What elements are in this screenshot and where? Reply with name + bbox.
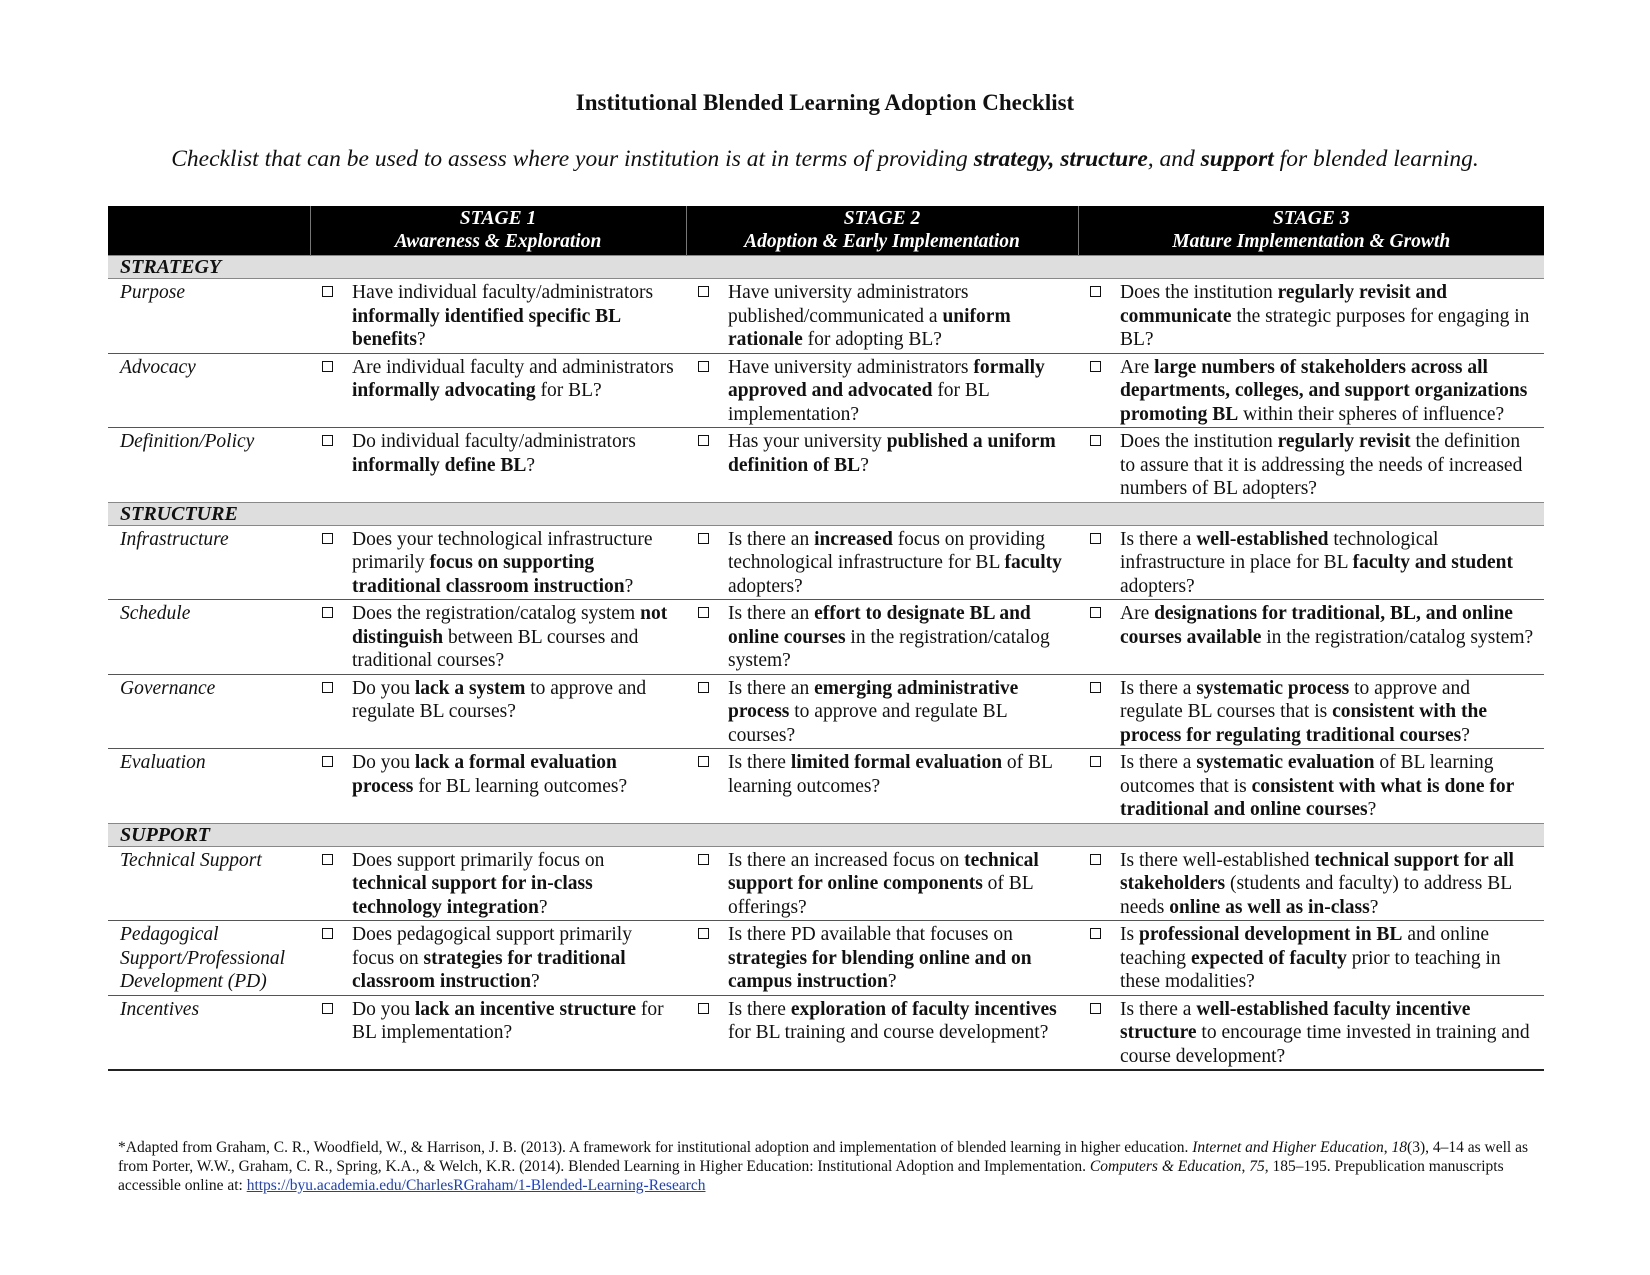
question-text: ? <box>538 896 548 918</box>
table-row <box>108 428 1544 503</box>
question-emphasis: strategies for blending online and on campus instruction <box>728 947 1032 992</box>
footnote-text: , <box>1241 1158 1250 1175</box>
subtitle-text: , and <box>1147 146 1201 172</box>
question-text: to approve and regulate BL courses? <box>352 677 647 722</box>
question-text: for BL training and course development? <box>728 1022 1049 1043</box>
stage-3-question <box>1078 279 1544 354</box>
footnote-italic: 18 <box>1391 1139 1408 1156</box>
stage-1-question <box>310 600 686 675</box>
table-row <box>108 749 1544 824</box>
table-row <box>108 600 1544 675</box>
question-emphasis: effort to designate BL and online courses <box>728 603 1031 648</box>
checkbox[interactable] <box>322 854 333 865</box>
stage-2-question <box>686 749 1078 824</box>
checkbox[interactable] <box>1090 1003 1101 1014</box>
question-text: Is there an <box>728 528 815 550</box>
stage-3-question <box>1078 525 1544 600</box>
table-row <box>108 279 1544 354</box>
stage-description: Awareness & Exploration <box>394 231 602 252</box>
stage-name: STAGE 2 <box>843 208 921 229</box>
checkbox[interactable] <box>698 682 709 693</box>
question-emphasis: consistent with the process for regulating traditional courses <box>1120 701 1488 746</box>
checkbox[interactable] <box>1090 533 1101 544</box>
question-emphasis: exploration of faculty incentives <box>790 998 1057 1020</box>
question-text: Are individual faculty and administrators <box>352 356 674 378</box>
footnote-text: , <box>1383 1139 1392 1156</box>
checkbox[interactable] <box>1090 682 1101 693</box>
question-emphasis: designations for traditional, BL, and online courses available <box>1120 603 1513 648</box>
stage-2-header <box>686 206 1078 256</box>
question-text: Is there a <box>1120 528 1197 550</box>
checkbox[interactable] <box>698 854 709 865</box>
question-emphasis: published a uniform definition of BL <box>728 431 1056 476</box>
footnote <box>118 1138 1538 1195</box>
checkbox[interactable] <box>1090 607 1101 618</box>
question-text: Have individual faculty/administrators <box>352 282 654 303</box>
stage-1-question <box>310 353 686 428</box>
question-text: focus on providing technological infrastructure for BL <box>728 528 1046 573</box>
table-row <box>108 995 1544 1070</box>
row-label: Incentives <box>108 995 310 1070</box>
stage-3-question <box>1078 674 1544 749</box>
question-text: ? <box>1367 799 1377 820</box>
stage-3-question <box>1078 353 1544 428</box>
question-text: for adopting BL? <box>802 329 942 350</box>
question-emphasis: professional development in BL <box>1138 924 1403 945</box>
checkbox[interactable] <box>1090 286 1101 297</box>
checkbox[interactable] <box>1090 361 1101 372</box>
question-emphasis: uniform rationale <box>728 305 1011 350</box>
table-row <box>108 353 1544 428</box>
question-text: (students and faculty) to address BL needs <box>1120 873 1512 918</box>
row-label: Infrastructure <box>108 525 310 600</box>
checkbox[interactable] <box>1090 928 1101 939</box>
question-text: between BL courses and traditional courses? <box>352 626 639 671</box>
question-emphasis: not distinguish <box>352 603 668 648</box>
row-label: Definition/Policy <box>120 431 255 452</box>
stage-3-question <box>1078 600 1544 675</box>
question-emphasis: well-established faculty incentive structure <box>1120 998 1471 1043</box>
checkbox[interactable] <box>698 756 709 767</box>
question-emphasis: formally approved and advocated <box>728 356 1045 401</box>
question-text: Do you <box>352 752 415 773</box>
question-text: to approve and regulate BL courses that is <box>1120 677 1471 722</box>
question-emphasis: regularly revisit and communicate <box>1120 282 1447 327</box>
question-emphasis: limited formal evaluation <box>790 752 1003 773</box>
stage-3-question <box>1078 921 1544 996</box>
question-text: Is there well-established <box>1120 849 1315 871</box>
question-text: Has your university <box>728 431 887 452</box>
question-text: the definition to assure that it is addressing the needs of increased numbers of BL adopters? <box>1120 431 1523 499</box>
question-text: Does your technological infrastructure primarily <box>352 528 653 573</box>
checklist-table <box>108 206 1544 1071</box>
page-subtitle <box>0 146 1650 173</box>
question-emphasis: increased <box>814 528 893 550</box>
section-heading: STRATEGY <box>108 256 1544 279</box>
question-text: in the registration/catalog system? <box>728 626 1050 671</box>
checkbox[interactable] <box>322 533 333 544</box>
question-text: Do individual faculty/administrators <box>352 431 636 452</box>
row-label: Pedagogical Support/Professional Development (PD) <box>108 921 310 996</box>
row-label: Governance <box>108 674 310 749</box>
question-text: ? <box>887 971 897 992</box>
row-label: Schedule <box>108 600 310 675</box>
question-text: Is there an <box>728 677 815 699</box>
question-text: Do you <box>352 998 415 1020</box>
question-emphasis: systematic process <box>1196 677 1350 699</box>
question-text: Does pedagogical support primarily focus on <box>352 924 632 969</box>
checkbox[interactable] <box>1090 854 1101 865</box>
subtitle-text: Checklist that can be used to assess where your institution is at in terms of providing <box>171 146 974 172</box>
question-text: Are <box>1120 603 1155 624</box>
row-label: Advocacy <box>108 353 310 428</box>
stage-description: Mature Implementation & Growth <box>1172 231 1451 252</box>
question-text: Does the registration/catalog system <box>352 603 641 624</box>
stage-2-question <box>686 995 1078 1070</box>
stage-2-question <box>686 846 1078 921</box>
question-emphasis: regularly revisit <box>1277 431 1411 452</box>
question-text: to approve and regulate BL courses? <box>728 701 1007 746</box>
stage-1-question <box>310 995 686 1070</box>
question-text: to encourage time invested in training and course development? <box>1120 1022 1530 1067</box>
stage-name: STAGE 3 <box>1273 208 1350 229</box>
checkbox[interactable] <box>322 286 333 297</box>
question-emphasis: online as well as in-class <box>1169 896 1370 918</box>
section-heading: SUPPORT <box>108 823 1544 846</box>
question-text: adopters? <box>728 575 803 597</box>
question-text: ? <box>417 329 426 350</box>
question-emphasis: informally advocating <box>352 380 536 401</box>
question-text: of BL learning outcomes that is <box>1120 752 1494 797</box>
question-text: ? <box>1461 724 1470 746</box>
stage-2-question <box>686 353 1078 428</box>
stage-1-question <box>310 749 686 824</box>
question-text: in the registration/catalog system? <box>1261 626 1534 648</box>
subtitle-emphasis: support <box>1200 146 1274 172</box>
checkbox[interactable] <box>698 435 709 446</box>
checkbox[interactable] <box>1090 756 1101 767</box>
question-emphasis: consistent with what is done for traditional and online courses <box>1120 775 1514 820</box>
question-emphasis: faculty and student <box>1352 552 1514 573</box>
row-label: Technical Support <box>108 846 310 921</box>
stage-3-question <box>1078 428 1544 503</box>
question-emphasis: technical support for all stakeholders <box>1120 849 1514 894</box>
reference-link[interactable]: https://byu.academia.edu/CharlesRGraham/1-Blended-Learning-Research <box>246 1177 706 1194</box>
footnote-text: (3), 4–14 as well as from Porter, W.W., Graham, C. R., Spring, K.A., & Welch, K.R. (2014). Blended Learning in Higher Education: Institutional Adoption and Implementation. <box>118 1139 1529 1175</box>
checkbox[interactable] <box>1090 435 1101 446</box>
question-emphasis: technical support for online components <box>728 849 1039 894</box>
question-text: for BL? <box>535 380 602 401</box>
question-text: ? <box>624 575 634 597</box>
section-row <box>108 502 1544 525</box>
stage-3-question <box>1078 846 1544 921</box>
checkbox[interactable] <box>698 607 709 618</box>
subtitle-emphasis: strategy, structure <box>973 146 1148 172</box>
stage-2-question <box>686 428 1078 503</box>
question-text: within their spheres of influence? <box>1238 403 1505 425</box>
row-label: Evaluation <box>120 752 206 773</box>
question-text: for BL implementation? <box>352 998 664 1043</box>
question-text: prior to teaching in these modalities? <box>1120 947 1501 992</box>
question-text: Does support primarily focus on <box>352 849 605 871</box>
checkbox[interactable] <box>698 286 709 297</box>
checkbox[interactable] <box>698 928 709 939</box>
question-emphasis: expected of faculty <box>1190 947 1347 969</box>
checkbox[interactable] <box>322 1003 333 1014</box>
stage-3-header <box>1078 206 1544 256</box>
table-header <box>108 206 1544 256</box>
footnote-italic: Internet and Higher Education <box>1192 1139 1384 1156</box>
question-text: Is there <box>728 752 791 773</box>
question-text: Have university administrators <box>728 356 974 378</box>
stage-1-question <box>310 846 686 921</box>
stage-2-question <box>686 600 1078 675</box>
row-label: Purpose <box>108 279 310 354</box>
subtitle-text: for blended learning. <box>1273 146 1479 172</box>
question-emphasis: faculty <box>1004 552 1062 573</box>
checkbox[interactable] <box>322 361 333 372</box>
checkbox[interactable] <box>698 533 709 544</box>
question-text: of BL learning outcomes? <box>728 752 1053 797</box>
question-emphasis: emerging administrative process <box>728 677 1019 722</box>
table-row <box>108 846 1544 921</box>
question-emphasis: lack a formal evaluation process <box>352 752 617 797</box>
stage-1-question <box>310 428 686 503</box>
header-blank <box>108 206 310 256</box>
question-text: Is <box>1120 924 1139 945</box>
question-text: Is there <box>728 998 791 1020</box>
stage-2-question <box>686 279 1078 354</box>
question-text: of BL offerings? <box>728 873 1033 918</box>
question-text: Is there a <box>1120 752 1197 773</box>
checkbox[interactable] <box>698 361 709 372</box>
question-emphasis: informally define BL <box>352 454 527 476</box>
question-text: ? <box>860 454 869 476</box>
question-emphasis: strategies for traditional classroom instruction <box>352 947 626 992</box>
checkbox[interactable] <box>322 435 333 446</box>
stage-3-question <box>1078 995 1544 1070</box>
question-emphasis: well-established <box>1196 528 1329 550</box>
table-body <box>108 256 1544 1071</box>
stage-1-question <box>310 525 686 600</box>
table-row <box>108 921 1544 996</box>
question-text: Have university administrators published/communicated a <box>728 282 969 327</box>
question-text: for BL implementation? <box>728 380 990 425</box>
stage-3-question <box>1078 749 1544 824</box>
question-text: ? <box>526 454 536 476</box>
footnote-text: , 185–195. Prepublication manuscripts accessible online at: <box>118 1158 1504 1194</box>
question-text: Are <box>1120 356 1155 378</box>
question-text: Is there an increased focus on <box>728 849 965 871</box>
question-emphasis: technical support for in-class technology integration <box>352 873 593 918</box>
checkbox[interactable] <box>698 1003 709 1014</box>
checkbox[interactable] <box>322 607 333 618</box>
section-row <box>108 256 1544 279</box>
checkbox[interactable] <box>322 682 333 693</box>
stage-name: STAGE 1 <box>459 208 537 229</box>
question-text: Do you <box>352 677 415 699</box>
footnote-italic: Computers & Education <box>1089 1158 1242 1175</box>
question-emphasis: lack a system <box>414 677 526 699</box>
question-text: ? <box>530 971 540 992</box>
question-emphasis: focus on supporting traditional classroom instruction <box>352 552 625 597</box>
question-text: Does the institution <box>1120 282 1278 303</box>
question-text: Does the institution <box>1120 431 1278 452</box>
question-emphasis: systematic evaluation <box>1196 752 1375 773</box>
question-text: for BL learning outcomes? <box>413 775 628 797</box>
question-text: ? <box>1369 896 1379 918</box>
question-emphasis: informally identified specific BL benefits <box>352 305 621 350</box>
stage-1-question <box>310 279 686 354</box>
question-text: and online teaching <box>1120 924 1490 969</box>
checkbox[interactable] <box>322 928 333 939</box>
question-text: technological infrastructure in place for BL <box>1120 528 1439 573</box>
stage-1-header <box>310 206 686 256</box>
stage-1-question <box>310 674 686 749</box>
table-row <box>108 525 1544 600</box>
question-text: Is there a <box>1120 998 1197 1020</box>
footnote-italic: 75 <box>1249 1158 1265 1175</box>
question-emphasis: lack an incentive structure <box>414 998 636 1020</box>
stage-2-question <box>686 525 1078 600</box>
question-emphasis: large numbers of stakeholders across all departments, colleges, and support organizations promoting BL <box>1120 356 1528 425</box>
section-heading: STRUCTURE <box>108 502 1544 525</box>
question-text: the strategic purposes for engaging in BL? <box>1120 305 1530 350</box>
question-text: adopters? <box>1120 575 1195 597</box>
checkbox[interactable] <box>322 756 333 767</box>
footnote-text: *Adapted from Graham, C. R., Woodfield, W., & Harrison, J. B. (2013). A framework for institutional adoption and implementation of blended learning in higher education. <box>118 1139 1193 1156</box>
stage-description: Adoption & Early Implementation <box>744 231 1020 252</box>
stage-2-question <box>686 674 1078 749</box>
page-title: Institutional Blended Learning Adoption Checklist <box>575 90 1075 115</box>
question-text: Is there a <box>1120 677 1197 699</box>
stage-2-question <box>686 921 1078 996</box>
question-text: Is there PD available that focuses on <box>728 924 1013 945</box>
table-row <box>108 674 1544 749</box>
question-text: Is there an <box>728 603 815 624</box>
section-row <box>108 823 1544 846</box>
stage-1-question <box>310 921 686 996</box>
